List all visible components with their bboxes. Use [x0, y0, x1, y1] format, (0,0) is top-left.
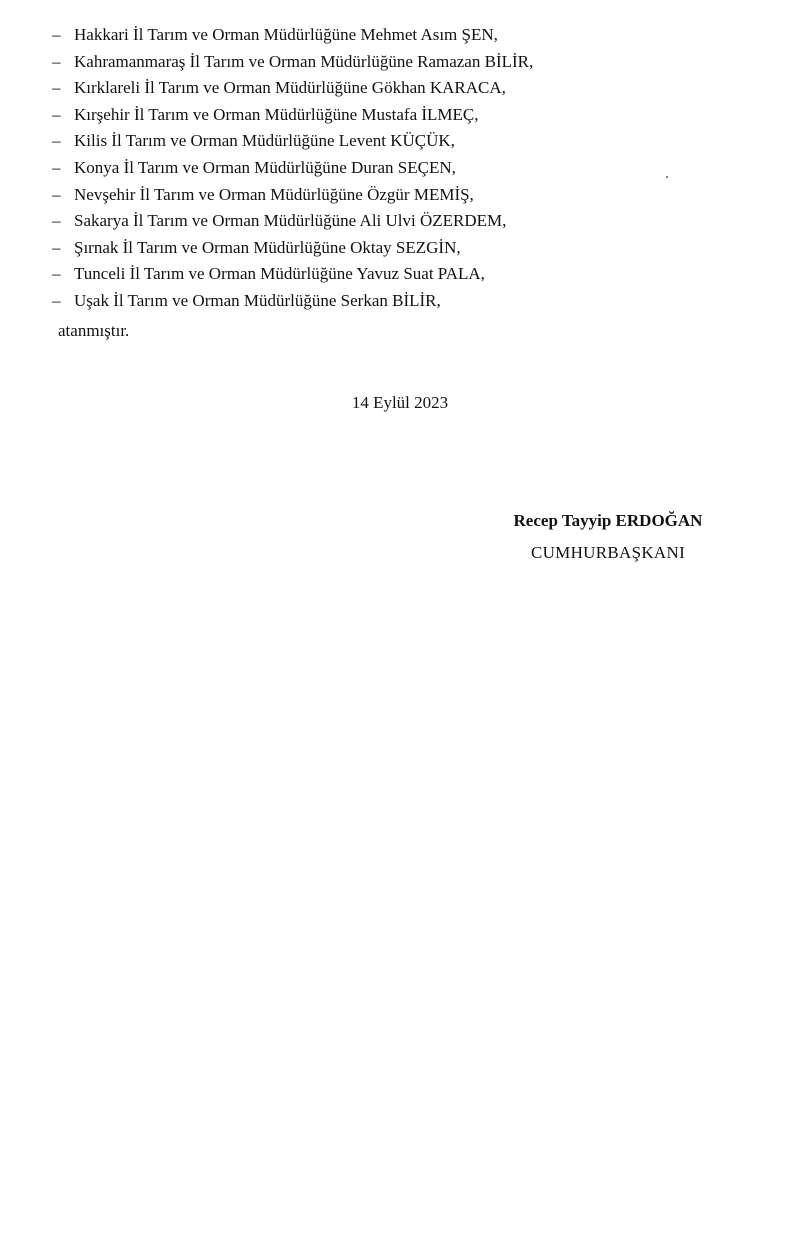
list-item [52, 49, 533, 76]
appointment-text: Nevşehir İl Tarım ve Orman Müdürlüğüne Özgür MEMİŞ, [74, 184, 474, 204]
appointment-text: Kırklareli İl Tarım ve Orman Müdürlüğüne Gökhan KARACA, [74, 78, 506, 98]
appointment-text: Tunceli İl Tarım ve Orman Müdürlüğüne Yavuz Suat PALA, [74, 264, 485, 284]
appointment-text: Hakkari İl Tarım ve Orman Müdürlüğüne Mehmet Asım ŞEN, [74, 25, 498, 44]
list-dash: – [52, 25, 61, 44]
list-item [52, 235, 533, 262]
appointment-text: Kahramanmaraş İl Tarım ve Orman Müdürlüğüne Ramazan BİLİR, [74, 51, 534, 71]
list-item [52, 182, 533, 209]
appointment-text: Kilis İl Tarım ve Orman Müdürlüğüne Levent KÜÇÜK, [74, 131, 455, 151]
list-dash: – [52, 184, 61, 204]
appointment-list [52, 22, 533, 315]
list-item [52, 155, 533, 182]
signatory-title: CUMHURBAŞKANI [530, 543, 686, 562]
appointment-text: Sakarya İl Tarım ve Orman Müdürlüğüne Ali Ulvi ÖZERDEM, [74, 211, 507, 231]
list-dash: – [52, 290, 61, 310]
list-item [52, 75, 533, 102]
list-item [52, 261, 533, 288]
list-dash: – [52, 78, 61, 98]
list-dash: – [52, 237, 61, 257]
signature-block [480, 508, 736, 566]
list-dash: – [52, 264, 61, 284]
document-date: 14 Eylül 2023 [351, 393, 449, 412]
list-item [52, 128, 533, 155]
closing-text: atanmıştır. [58, 321, 130, 340]
signatory-name: Recep Tayyip ERDOĞAN [513, 511, 703, 530]
appointment-text: Şırnak İl Tarım ve Orman Müdürlüğüne Oktay SEZGİN, [74, 237, 461, 257]
list-dash: – [52, 104, 61, 124]
appointment-text: Kırşehir İl Tarım ve Orman Müdürlüğüne Mustafa İLMEÇ, [74, 104, 479, 124]
list-dash: – [52, 51, 61, 71]
list-dash: – [52, 211, 61, 231]
appointment-text: Konya İl Tarım ve Orman Müdürlüğüne Duran SEÇEN, [74, 157, 456, 177]
list-item [52, 102, 533, 129]
list-item [52, 22, 533, 49]
list-dash: – [52, 157, 61, 177]
list-item [52, 288, 533, 315]
scan-speck [666, 176, 668, 178]
list-dash: – [52, 131, 61, 151]
list-item [52, 208, 533, 235]
appointment-text: Uşak İl Tarım ve Orman Müdürlüğüne Serkan BİLİR, [74, 290, 441, 310]
